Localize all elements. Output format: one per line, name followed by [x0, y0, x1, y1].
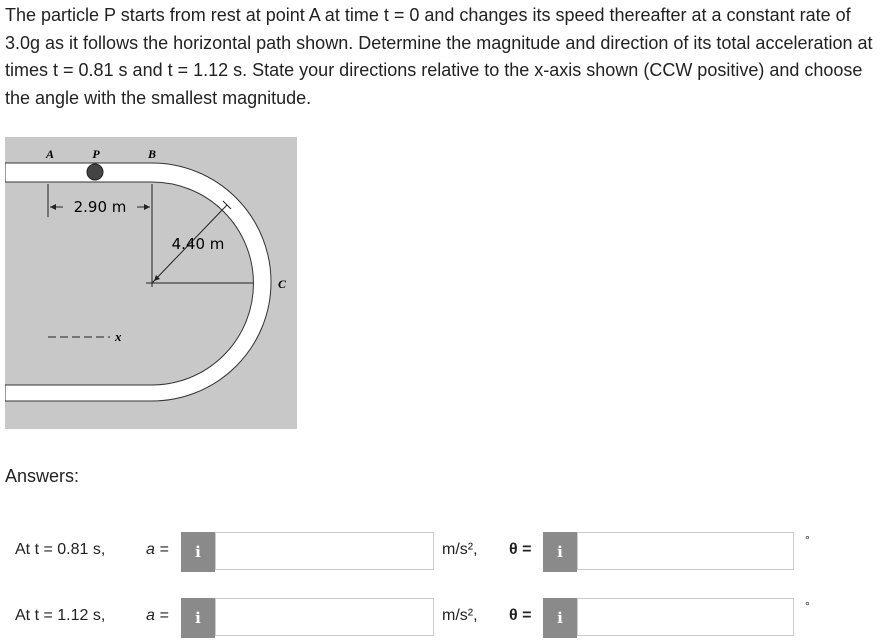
acceleration-input[interactable] [215, 598, 434, 636]
info-button[interactable]: i [543, 598, 577, 638]
answers-heading: Answers: [5, 466, 80, 486]
angle-input[interactable] [577, 532, 794, 570]
dim-radius: 4.40 m [171, 235, 225, 253]
label-c: C [277, 277, 287, 291]
angle-input[interactable] [577, 598, 794, 636]
info-button[interactable]: i [181, 598, 215, 638]
path-diagram [5, 137, 297, 429]
acceleration-input[interactable] [215, 532, 434, 570]
track [5, 163, 271, 401]
a-label: a = [146, 541, 169, 558]
unit-label: m/s², [442, 607, 478, 624]
a-label: a = [146, 607, 169, 624]
degree-symbol: ° [805, 599, 810, 613]
theta-label: θ = [509, 541, 532, 558]
row-prefix: At t = 1.12 s, [15, 607, 106, 624]
axis-x-label: x [115, 329, 122, 344]
row-prefix: At t = 0.81 s, [15, 541, 106, 558]
answer-row-2 [0, 597, 887, 639]
info-button[interactable]: i [181, 532, 215, 572]
answer-row-1 [0, 531, 887, 573]
particle-ball [87, 164, 103, 180]
label-p: P [92, 147, 100, 161]
dim-ab: 2.90 m [73, 198, 127, 216]
unit-label: m/s², [442, 541, 478, 558]
theta-label: θ = [509, 607, 532, 624]
info-button[interactable]: i [543, 532, 577, 572]
label-a: A [45, 147, 55, 161]
degree-symbol: ° [805, 533, 810, 547]
label-b: B [147, 147, 157, 161]
question-text: The particle P starts from rest at point A at time t = 0 and changes its speed thereafter at a constant rate of 3.0g as it follows the horizontal path shown. Determine the magnitude and direction of its total acceleration at times t = 0.81 s and t = 1.12 s. State your directions relative to the x-axis shown (CCW positive) and choose the angle with the smallest magnitude. [5, 5, 873, 108]
